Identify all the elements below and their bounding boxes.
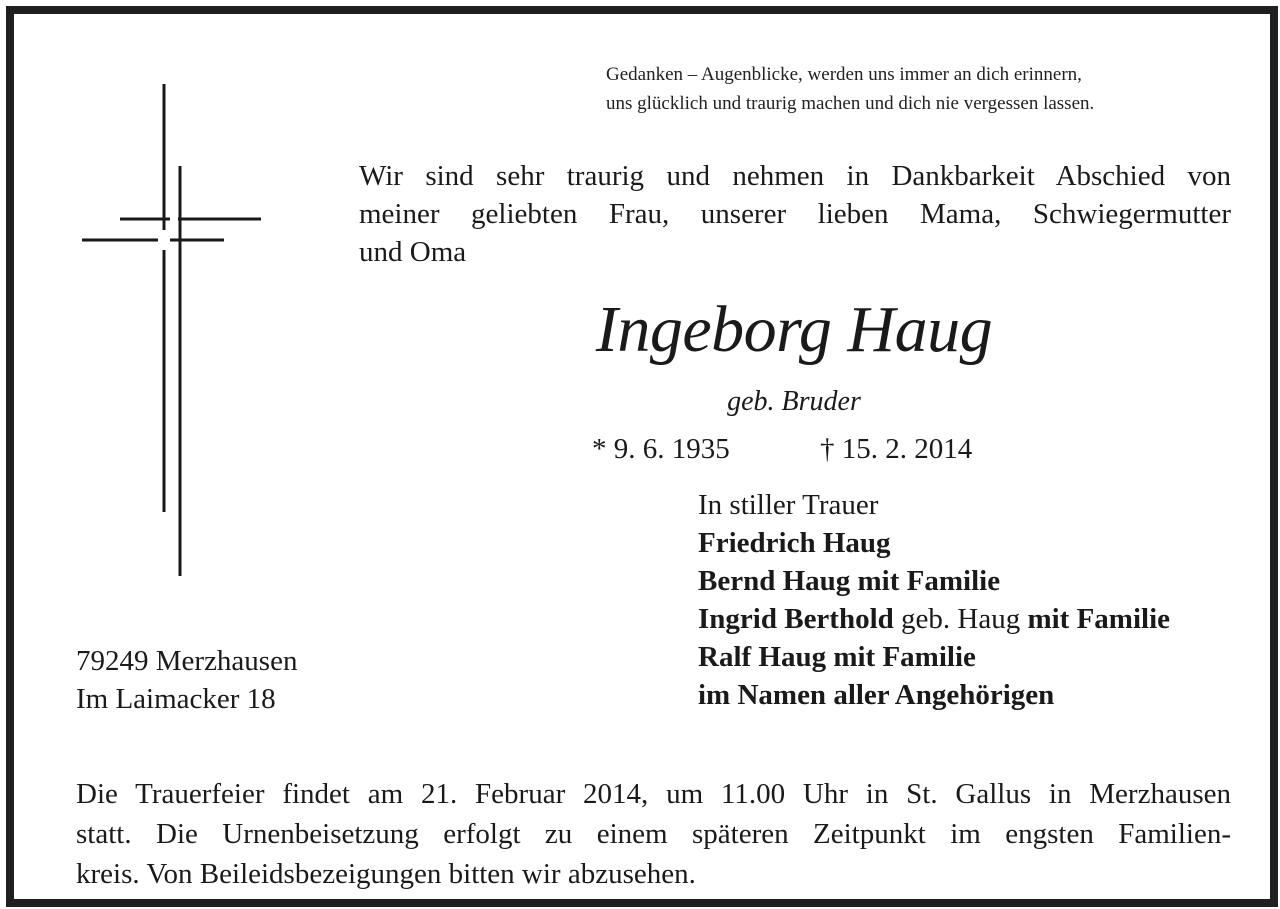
mourner-1: Friedrich Haug (698, 527, 891, 559)
mourner-3-maiden: geb. Haug (893, 603, 1028, 635)
birth-date: * 9. 6. 1935 (592, 433, 730, 465)
funeral-info-line-3: kreis. Von Beileidsbezeigungen bitten wir abzusehen. (76, 858, 696, 890)
mourner-3-family: mit Familie (1027, 603, 1171, 635)
mourner-5: im Namen aller Angehörigen (698, 679, 1055, 711)
obituary-notice (6, 6, 1278, 907)
funeral-info-line-1: Die Trauerfeier findet am 21. Februar 2014, um 11.00 Uhr in St. Gallus in Merzhausen (76, 778, 1231, 810)
mourner-4: Ralf Haug mit Familie (698, 641, 976, 673)
mourners-list (698, 486, 1170, 714)
funeral-info (76, 774, 1231, 894)
intro-line-3: und Oma (359, 236, 467, 268)
cross-icon (74, 78, 274, 588)
mourner-3-name: Ingrid Berthold (698, 603, 894, 635)
address-street: Im Laimacker 18 (76, 683, 276, 715)
deceased-name: Ingeborg Haug (595, 293, 993, 366)
mourner-3 (698, 600, 1170, 638)
address-city: 79249 Merzhausen (76, 645, 298, 677)
quote-line-2: uns glücklich und traurig machen und dich nie vergessen lassen. (606, 93, 1095, 114)
death-date: † 15. 2. 2014 (820, 433, 973, 465)
funeral-info-line-2: statt. Die Urnenbeisetzung erfolgt zu einem späteren Zeitpunkt im engsten Familien- (76, 818, 1231, 850)
memorial-quote (606, 60, 1246, 118)
intro-line-1: Wir sind sehr traurig und nehmen in Dankbarkeit Abschied von (359, 160, 1231, 192)
intro-line-2: meiner geliebten Frau, unserer lieben Mama, Schwiegermutter (359, 198, 1231, 230)
intro-text (359, 157, 1231, 271)
birth-name: geb. Bruder (727, 386, 861, 417)
mourners-heading: In stiller Trauer (698, 489, 879, 521)
mourner-2: Bernd Haug mit Familie (698, 565, 1001, 597)
quote-line-1: Gedanken – Augenblicke, werden uns immer an dich erinnern, (606, 64, 1082, 85)
address-block (76, 642, 297, 718)
